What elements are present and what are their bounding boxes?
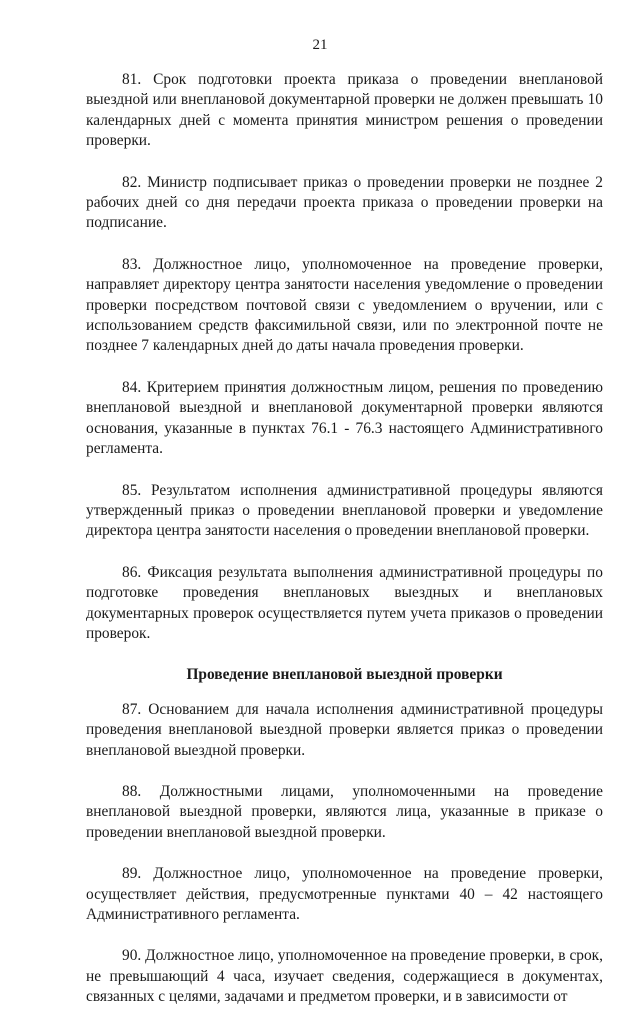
document-body <box>86 70 603 1029</box>
paragraph-82: 82. Министр подписывает приказ о проведении проверки не позднее 2 рабочих дней со дня передачи проекта приказа о проведении проверки на подписание. <box>86 173 603 232</box>
paragraph-84: 84. Критерием принятия должностным лицом, решения по проведению внеплановой выездной и внеплановой документарной проверки являются основания, указанные в пунктах 76.1 - 76.3 настоящего Административного регламента. <box>86 378 603 458</box>
paragraph-89: 89. Должностное лицо, уполномоченное на проведение проверки, осуществляет действия, предусмотренные пунктами 40 – 42 настоящего Административного регламента. <box>86 865 603 923</box>
paragraph-83: 83. Должностное лицо, уполномоченное на проведение проверки, направляет директору центра занятости населения уведомление о проведении проверки посредством почтовой связи с уведомлением о вручении, или с использованием средств факсимильной связи, или по электронной почте не позднее 7 календарных дней до даты начала проведения проверки. <box>86 255 603 355</box>
paragraph-81: 81. Срок подготовки проекта приказа о проведении внеплановой выездной или внеплановой документарной проверки не должен превышать 10 календарных дней с момента принятия министром решения о проведении проверки. <box>86 71 603 150</box>
page-number: 21 <box>312 37 328 53</box>
paragraph-90: 90. Должностное лицо, уполномоченное на проведение проверки, в срок, не превышающий 4 часа, изучает сведения, содержащиеся в документах, связанных с целями, задачами и предметом проверки, и в зависимости от <box>86 947 603 1006</box>
section-heading: Проведение внеплановой выездной проверки <box>186 666 503 684</box>
paragraph-88: 88. Должностными лицами, уполномоченными на проведение внеплановой выездной проверки, являются лица, указанные в приказе о проведении внеплановой выездной проверки. <box>86 782 603 841</box>
paragraph-86: 86. Фиксация результата выполнения административной процедуры по подготовке проведения внеплановых выездных и внеплановых документарных проверок осуществляется путем учета приказов о проведении проверок. <box>86 563 603 642</box>
paragraph-87: 87. Основанием для начала исполнения административной процедуры проведения внеплановой выездной проверки является приказ о проведении внеплановой выездной проверки. <box>86 700 603 759</box>
paragraph-85: 85. Результатом исполнения административной процедуры являются утвержденный приказ о проведении внеплановой проверки и уведомление директора центра занятости населения о проведении внеплановой проверки. <box>86 481 603 540</box>
